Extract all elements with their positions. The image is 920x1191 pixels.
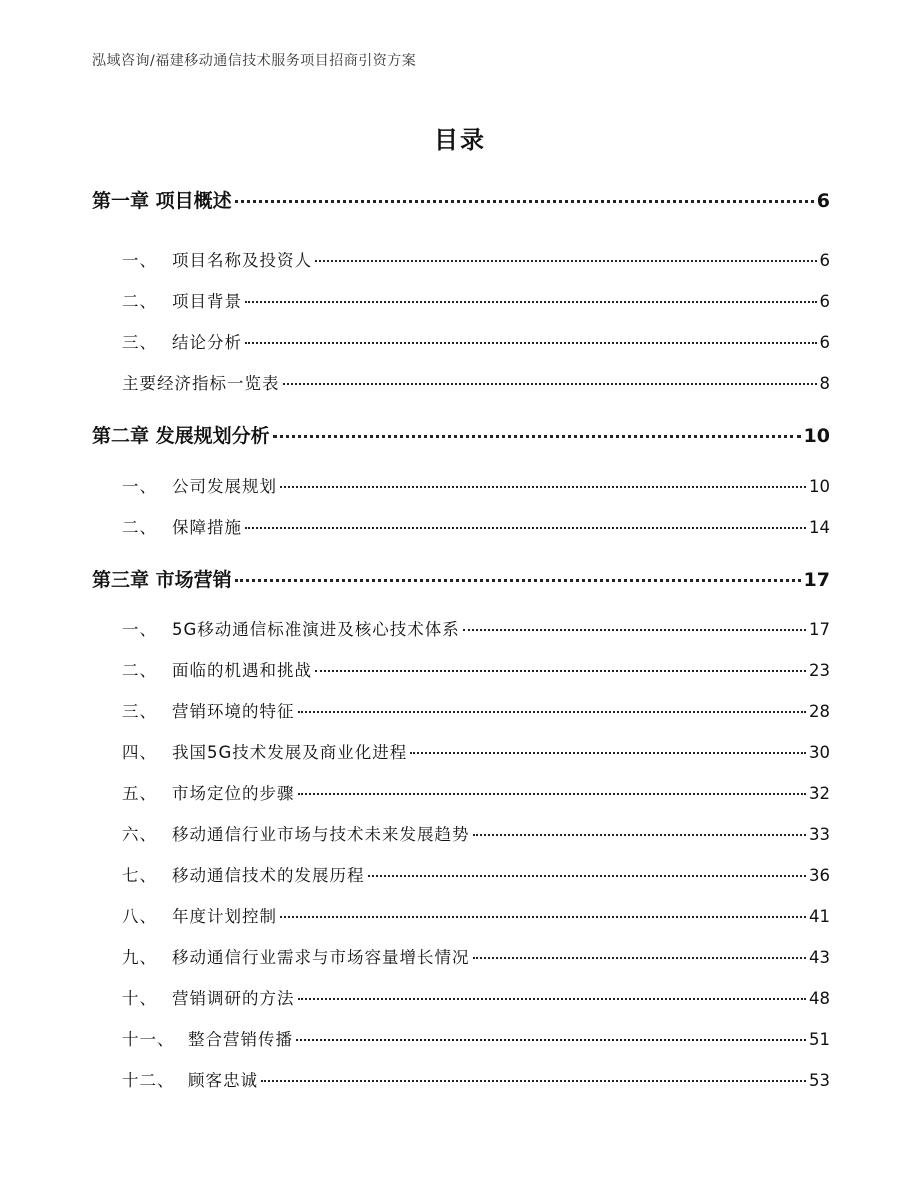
toc-label: 公司发展规划	[172, 477, 277, 496]
toc-page-number: 28	[809, 702, 830, 721]
toc-label: 项目名称及投资人	[172, 251, 312, 270]
section-number: 二、	[122, 292, 157, 311]
toc-label: 第一章 项目概述	[92, 190, 232, 212]
toc-entry[interactable]	[122, 288, 830, 312]
leader-dots	[410, 752, 806, 754]
toc-page-number: 6	[819, 292, 830, 311]
toc-page-number: 8	[819, 374, 830, 393]
leader-dots	[235, 200, 814, 203]
running-header: 泓域咨询/福建移动通信技术服务项目招商引资方案	[92, 53, 417, 69]
toc-entry[interactable]	[122, 329, 830, 353]
section-number: 三、	[122, 702, 157, 721]
leader-dots	[298, 793, 807, 795]
toc-label: 移动通信行业市场与技术未来发展趋势	[172, 825, 470, 844]
section-number: 二、	[122, 518, 157, 537]
toc-entry[interactable]	[122, 1067, 830, 1091]
section-number: 二、	[122, 661, 157, 680]
toc-entry[interactable]	[122, 473, 830, 497]
toc-page-number: 43	[809, 948, 830, 967]
section-number: 八、	[122, 907, 157, 926]
toc-label: 主要经济指标一览表	[122, 374, 280, 393]
leader-dots	[296, 1039, 806, 1041]
leader-dots	[473, 834, 807, 836]
leader-dots	[315, 670, 806, 672]
toc-page-number: 41	[809, 907, 830, 926]
section-number: 一、	[122, 251, 157, 270]
toc-page-number: 10	[803, 425, 830, 447]
toc-page-number: 17	[809, 620, 830, 639]
toc-entry[interactable]	[122, 514, 830, 538]
leader-dots	[261, 1080, 806, 1082]
toc-entry[interactable]	[122, 862, 830, 886]
toc-label: 整合营销传播	[188, 1030, 293, 1049]
toc-page-number: 23	[809, 661, 830, 680]
toc-entry[interactable]	[92, 565, 830, 592]
leader-dots	[463, 629, 806, 631]
toc-page-number: 17	[803, 569, 830, 591]
leader-dots	[280, 486, 806, 488]
leader-dots	[235, 579, 801, 582]
section-number: 六、	[122, 825, 157, 844]
toc-entry[interactable]	[92, 421, 830, 448]
toc-page-number: 32	[809, 784, 830, 803]
toc-label: 市场定位的步骤	[172, 784, 295, 803]
toc-entry[interactable]	[122, 698, 830, 722]
section-number: 一、	[122, 620, 157, 639]
toc-page-number: 48	[809, 989, 830, 1008]
toc-entry[interactable]	[122, 616, 830, 640]
toc-entry[interactable]	[122, 944, 830, 968]
section-number: 一、	[122, 477, 157, 496]
section-number: 十二、	[122, 1071, 175, 1090]
toc-label: 保障措施	[172, 518, 242, 537]
toc-entry[interactable]	[122, 903, 830, 927]
section-number: 四、	[122, 743, 157, 762]
section-number: 五、	[122, 784, 157, 803]
toc-label: 我国5G技术发展及商业化进程	[172, 743, 408, 762]
toc-entry[interactable]	[122, 780, 830, 804]
leader-dots	[298, 711, 807, 713]
leader-dots	[315, 260, 817, 262]
toc-page-number: 10	[809, 477, 830, 496]
toc-page-number: 6	[819, 333, 830, 352]
toc-page-number: 6	[816, 190, 830, 212]
toc-entry[interactable]	[122, 739, 830, 763]
toc-entry[interactable]	[122, 821, 830, 845]
toc-page-number: 36	[809, 866, 830, 885]
leader-dots	[245, 301, 817, 303]
leader-dots	[368, 875, 807, 877]
toc-entry[interactable]	[122, 985, 830, 1009]
toc-page-number: 6	[819, 251, 830, 270]
toc-entry[interactable]	[122, 370, 830, 394]
leader-dots	[298, 998, 807, 1000]
section-number: 九、	[122, 948, 157, 967]
toc-entry[interactable]	[122, 1026, 830, 1050]
toc-page-number: 51	[809, 1030, 830, 1049]
toc-label: 第二章 发展规划分析	[92, 425, 270, 447]
toc-label: 面临的机遇和挑战	[172, 661, 312, 680]
toc-entry[interactable]	[122, 657, 830, 681]
toc-entry[interactable]	[92, 186, 830, 213]
toc-label: 年度计划控制	[172, 907, 277, 926]
page-title: 目录	[434, 126, 486, 154]
toc-page-number: 33	[809, 825, 830, 844]
toc-label: 移动通信行业需求与市场容量增长情况	[172, 948, 470, 967]
leader-dots	[245, 527, 806, 529]
toc-label: 结论分析	[172, 333, 242, 352]
section-number: 十一、	[122, 1030, 175, 1049]
toc-page-number: 53	[809, 1071, 830, 1090]
toc-page-number: 30	[809, 743, 830, 762]
toc-label: 第三章 市场营销	[92, 569, 232, 591]
toc-label: 5G移动通信标准演进及核心技术体系	[172, 620, 460, 639]
toc-label: 项目背景	[172, 292, 242, 311]
toc-label: 营销调研的方法	[172, 989, 295, 1008]
toc-label: 移动通信技术的发展历程	[172, 866, 365, 885]
toc-page-number: 14	[809, 518, 830, 537]
leader-dots	[473, 957, 807, 959]
leader-dots	[283, 383, 817, 385]
leader-dots	[280, 916, 806, 918]
toc-label: 营销环境的特征	[172, 702, 295, 721]
section-number: 七、	[122, 866, 157, 885]
toc-entry[interactable]	[122, 247, 830, 271]
section-number: 三、	[122, 333, 157, 352]
toc-label: 顾客忠诚	[188, 1071, 258, 1090]
leader-dots	[245, 342, 817, 344]
leader-dots	[273, 435, 801, 438]
section-number: 十、	[122, 989, 157, 1008]
